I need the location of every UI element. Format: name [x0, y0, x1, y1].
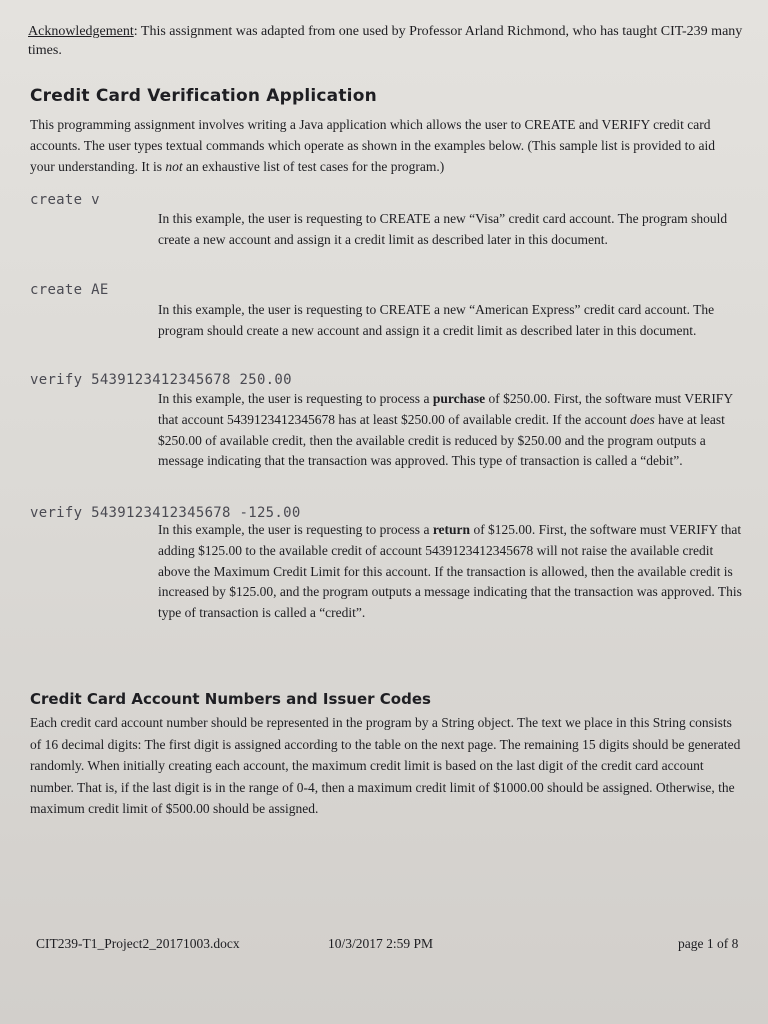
acknowledgement-text: : This assignment was adapted from one used by Professor Arland Richmond, who has taught CIT-239 many times.: [28, 24, 743, 58]
example-command-verify-return: verify 5439123412345678 -125.00: [30, 505, 301, 521]
example-command-verify-purchase: verify 5439123412345678 250.00: [30, 372, 292, 388]
purchase-bold: purchase: [432, 391, 486, 406]
purchase-italic-does: does: [629, 411, 655, 427]
example-command-create-ae: create AE: [30, 282, 109, 298]
purchase-text-3: have at least $250.00 of available credit, then the available credit is reduced by $250.00 and the program outputs a message indicating that the transaction was approved. This type of transaction is called a “debit”.: [158, 411, 725, 469]
footer-page-number: page 1 of 8: [678, 936, 739, 951]
intro-text-2: an exhaustive list of test cases for the program.): [182, 159, 445, 174]
return-bold: return: [432, 522, 471, 537]
return-text-1: In this example, the user is requesting to process a: [158, 522, 433, 537]
footer-filename: CIT239-T1_Project2_20171003.docx: [36, 936, 240, 951]
section-heading-credit-card-verification: Credit Card Verification Application: [30, 86, 377, 106]
acknowledgement-paragraph: [28, 22, 748, 60]
intro-paragraph: [30, 114, 742, 177]
intro-text-1: This programming assignment involves writing a Java application which allows the user to CREATE and VERIFY credit card accounts. The user types textual commands which operate as shown in the examples below. (This sample list is provided to aid your understanding. It is: [30, 117, 715, 174]
purchase-text-2: of $250.00. First, the software must VERIFY that account 5439123412345678 has at least $250.00 of available credit. If the account: [158, 391, 733, 427]
issuer-paragraph: Each credit card account number should be represented in the program by a String object. The text we place in this String consists of 16 decimal digits: The first digit is assigned according to the table on the next page. The remaining 15 digits should be generated randomly. When initially creating each account, the maximum credit limit is based on the last digit of the credit card account number. That is, if the last digit is in the range of 0-4, then a maximum credit limit of $1000.00 should be assigned. Otherwise, the maximum credit limit of $500.00 should be assigned.: [30, 715, 741, 816]
section-heading-account-numbers: Credit Card Account Numbers and Issuer Codes: [30, 690, 431, 708]
acknowledgement-label: Acknowledgement: [28, 24, 134, 39]
intro-emphasis-not: not: [165, 159, 183, 174]
example-description-create-ae: In this example, the user is requesting to CREATE a new “American Express” credit card account. The program should create a new account and assign it a credit limit as described later in this document.: [158, 302, 715, 338]
purchase-text-1: In this example, the user is requesting to process a: [158, 391, 433, 406]
example-command-create-v: create v: [30, 192, 100, 208]
example-description-verify-return: [158, 520, 746, 624]
return-text-2: of $125.00. First, the software must VERIFY that adding $125.00 to the available credit of account 5439123412345678 will not raise the available credit above the Maximum Credit Limit for this account. If the transaction is allowed, then the available credit is increased by $125.00, and the program outputs a message indicating that the transaction was approved. This type of transaction is called a “credit”.: [158, 522, 742, 621]
footer-datetime: 10/3/2017 2:59 PM: [328, 936, 434, 951]
example-description-verify-purchase: [158, 389, 746, 472]
example-description-create-v: In this example, the user is requesting to CREATE a new “Visa” credit card account. The program should create a new account and assign it a credit limit as described later in this document.: [158, 211, 728, 247]
